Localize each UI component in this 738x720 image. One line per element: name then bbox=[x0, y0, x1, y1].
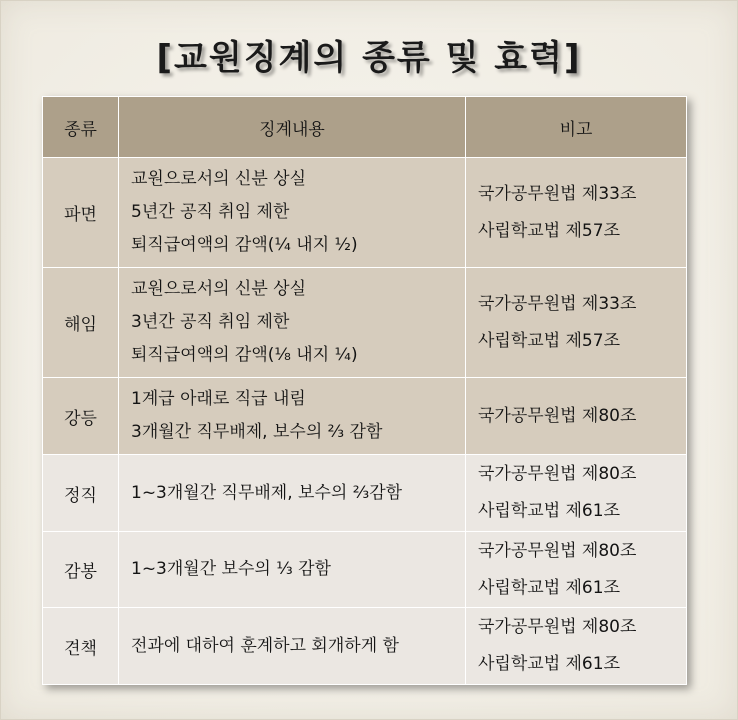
content-line: 1계급 아래로 직급 내림 bbox=[131, 389, 306, 409]
row-content bbox=[119, 608, 466, 685]
content-line: 전과에 대하여 훈계하고 회개하게 함 bbox=[131, 635, 399, 656]
note-line: 사립학교법 제61조 bbox=[478, 501, 620, 521]
row-type: 정직 bbox=[43, 455, 119, 532]
row-type: 강등 bbox=[43, 378, 119, 455]
note-line: 사립학교법 제61조 bbox=[478, 577, 620, 598]
note-line: 국가공무원법 제33조 bbox=[478, 183, 637, 204]
table-header-row bbox=[43, 97, 687, 158]
row-type: 파면 bbox=[43, 158, 119, 268]
table-row bbox=[43, 455, 687, 532]
row-note bbox=[466, 378, 687, 455]
row-content bbox=[119, 455, 466, 532]
content-line: 교원으로서의 신분 상실 bbox=[131, 169, 307, 189]
row-type: 감봉 bbox=[43, 532, 119, 608]
table-row bbox=[43, 268, 687, 378]
note-line: 국가공무원법 제80조 bbox=[478, 405, 637, 426]
row-type: 해임 bbox=[43, 268, 119, 378]
note-line: 국가공무원법 제80조 bbox=[478, 617, 637, 637]
content-line: 3년간 공직 취임 제한 bbox=[131, 312, 290, 332]
header-note: 비고 bbox=[466, 97, 687, 158]
row-content bbox=[119, 532, 466, 608]
row-note bbox=[466, 158, 687, 268]
note-line: 사립학교법 제57조 bbox=[478, 220, 620, 241]
table-row bbox=[43, 532, 687, 608]
row-note bbox=[466, 532, 687, 608]
note-line: 국가공무원법 제80조 bbox=[478, 540, 637, 561]
row-note bbox=[466, 608, 687, 685]
table-row bbox=[43, 608, 687, 685]
content-line: 1~3개월간 보수의 ⅓ 감함 bbox=[131, 559, 331, 579]
header-type: 종류 bbox=[43, 97, 119, 158]
row-content bbox=[119, 158, 466, 268]
page-title: [교원징계의 종류 및 효력] bbox=[156, 38, 582, 78]
note-line: 국가공무원법 제33조 bbox=[478, 293, 637, 314]
table-row bbox=[43, 378, 687, 455]
note-line: 사립학교법 제57조 bbox=[478, 330, 620, 351]
note-line: 사립학교법 제61조 bbox=[478, 654, 620, 674]
content-line: 3개월간 직무배제, 보수의 ⅔ 감함 bbox=[131, 422, 383, 442]
row-content bbox=[119, 268, 466, 378]
note-line: 국가공무원법 제80조 bbox=[478, 464, 637, 484]
content-line: 1~3개월간 직무배제, 보수의 ⅔감함 bbox=[131, 482, 403, 503]
content-line: 5년간 공직 취임 제한 bbox=[131, 202, 290, 222]
content-line: 퇴직급여액의 감액(⅛ 내지 ¼) bbox=[131, 345, 358, 365]
header-content: 징계내용 bbox=[119, 97, 466, 158]
discipline-table bbox=[42, 96, 687, 685]
row-content bbox=[119, 378, 466, 455]
content-line: 교원으로서의 신분 상실 bbox=[131, 279, 307, 299]
row-note bbox=[466, 455, 687, 532]
content-line: 퇴직급여액의 감액(¼ 내지 ½) bbox=[131, 235, 358, 255]
row-type: 견책 bbox=[43, 608, 119, 685]
row-note bbox=[466, 268, 687, 378]
table-row bbox=[43, 158, 687, 268]
